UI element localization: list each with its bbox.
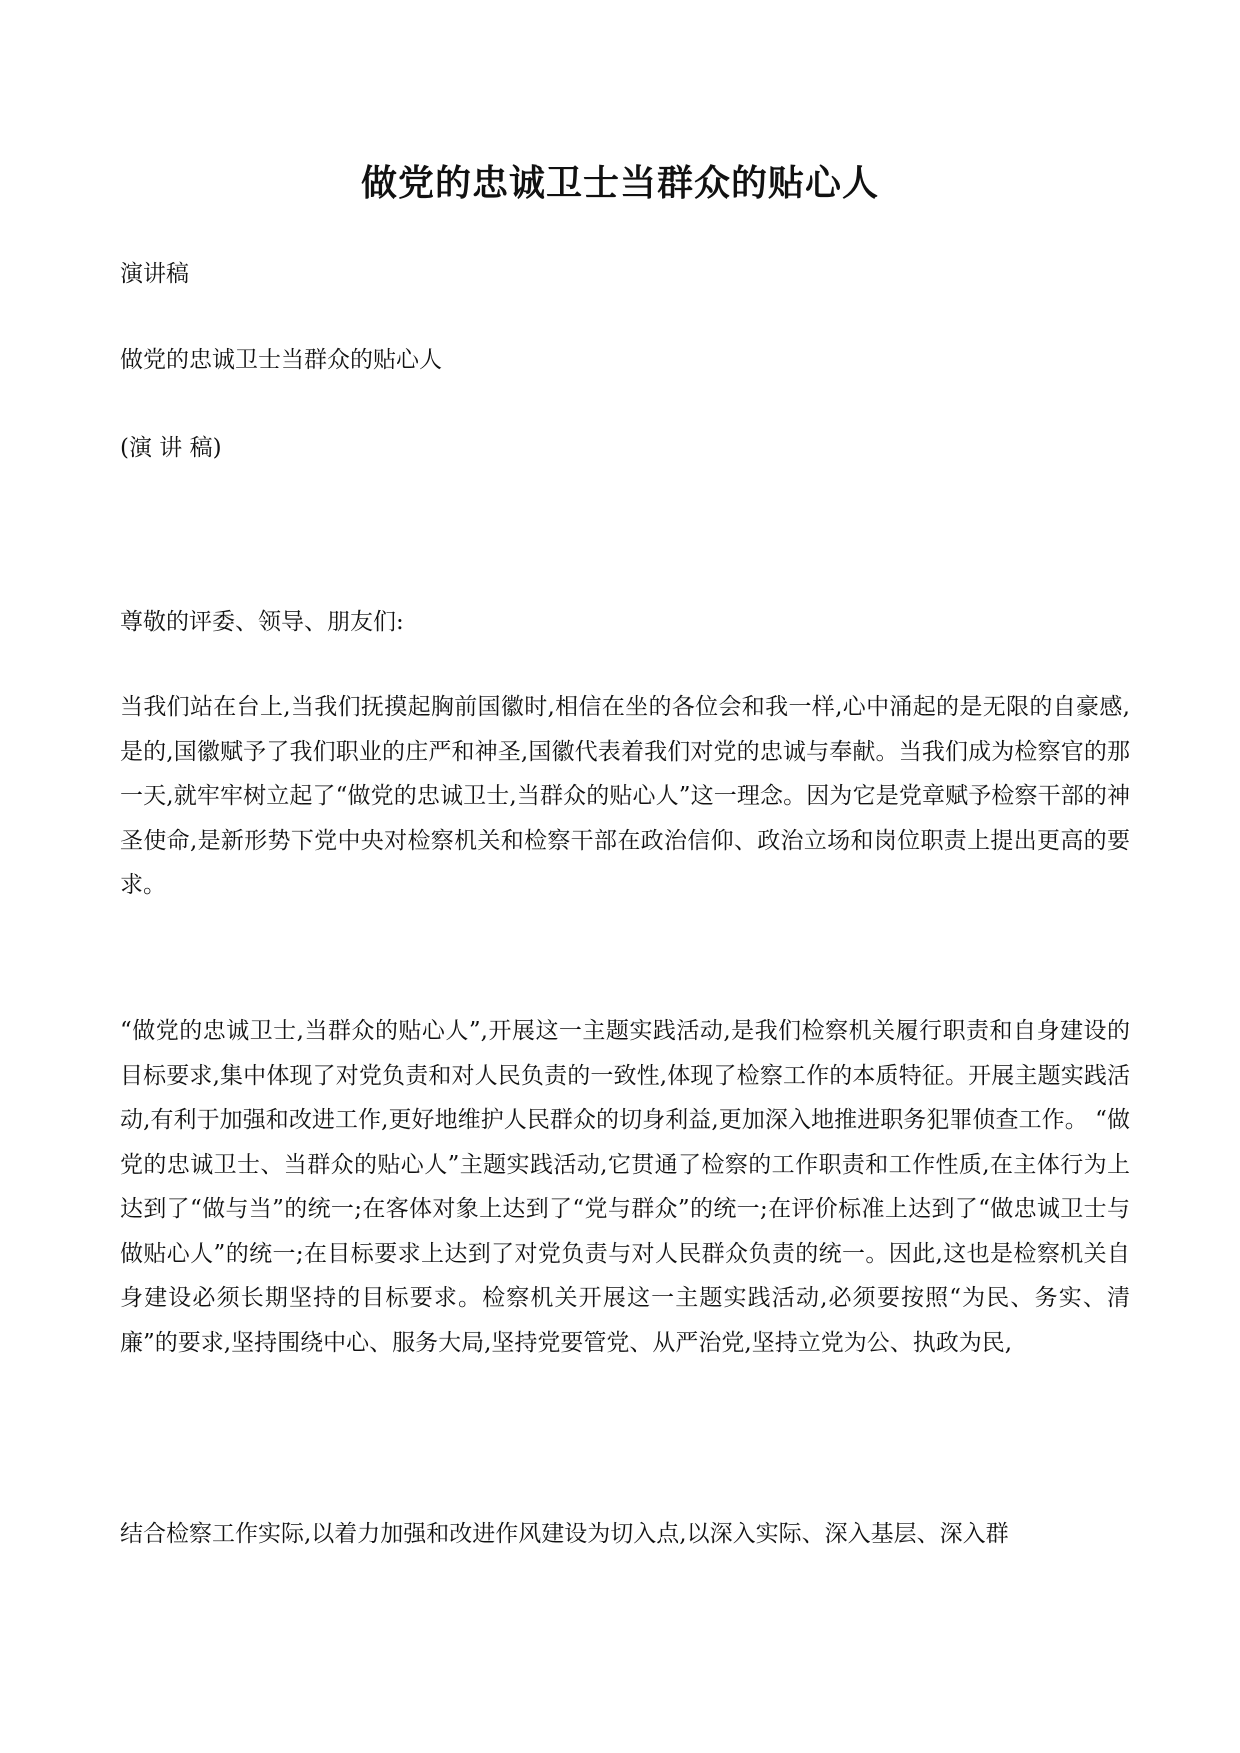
salutation: 尊敬的评委、领导、朋友们: — [120, 609, 404, 635]
paragraph-text: 结合检察工作实际,以着力加强和改进作风建设为切入点,以深入实际、深入基层、深入群 — [120, 1521, 1009, 1547]
document-title: 做党的忠诚卫士当群众的贴心人 — [360, 162, 879, 204]
body-paragraph-1 — [120, 685, 1130, 908]
body-paragraph-3 — [120, 1512, 1130, 1557]
document-subtitle: 做党的忠诚卫士当群众的贴心人 — [120, 347, 442, 373]
speech-label: 演讲稿 — [120, 261, 189, 287]
body-paragraph-2 — [120, 1009, 1130, 1365]
paragraph-text: 当我们站在台上,当我们抚摸起胸前国徽时,相信在坐的各位会和我一样,心中涌起的是无限的自豪感,是的,国徽赋予了我们职业的庄严和神圣,国徽代表着我们对党的忠诚与奉献。当我们成为检察官的那一天,就牢牢树立起了“做党的忠诚卫士,当群众的贴心人”这一理念。因为它是党章赋予检察干部的神圣使命,是新形势下党中央对检察机关和检察干部在政治信仰、政治立场和岗位职责上提出更高的要求。 — [120, 694, 1130, 898]
speech-label-parenthesized: (演 讲 稿) — [120, 435, 222, 461]
paragraph-text: “做党的忠诚卫士,当群众的贴心人”,开展这一主题实践活动,是我们检察机关履行职责和自身建设的目标要求,集中体现了对党负责和对人民负责的一致性,体现了检察工作的本质特征。开展主题实践活动,有利于加强和改进工作,更好地维护人民群众的切身利益,更加深入地推进职务犯罪侦查工作。 “做党的忠诚卫士、当群众的贴心人”主题实践活动,它贯通了检察的工作职责和工作性质,在主体行为上达到了“做与当”的统一;在客体对象上达到了“党与群众”的统一;在评价标准上达到了“做忠诚卫士与做贴心人”的统一;在目标要求上达到了对党负责与对人民群众负责的统一。因此,这也是检察机关自身建设必须长期坚持的目标要求。检察机关开展这一主题实践活动,必须要按照“为民、务实、清廉”的要求,坚持围绕中心、服务大局,坚持党要管党、从严治党,坚持立党为公、执政为民, — [120, 1018, 1130, 1356]
